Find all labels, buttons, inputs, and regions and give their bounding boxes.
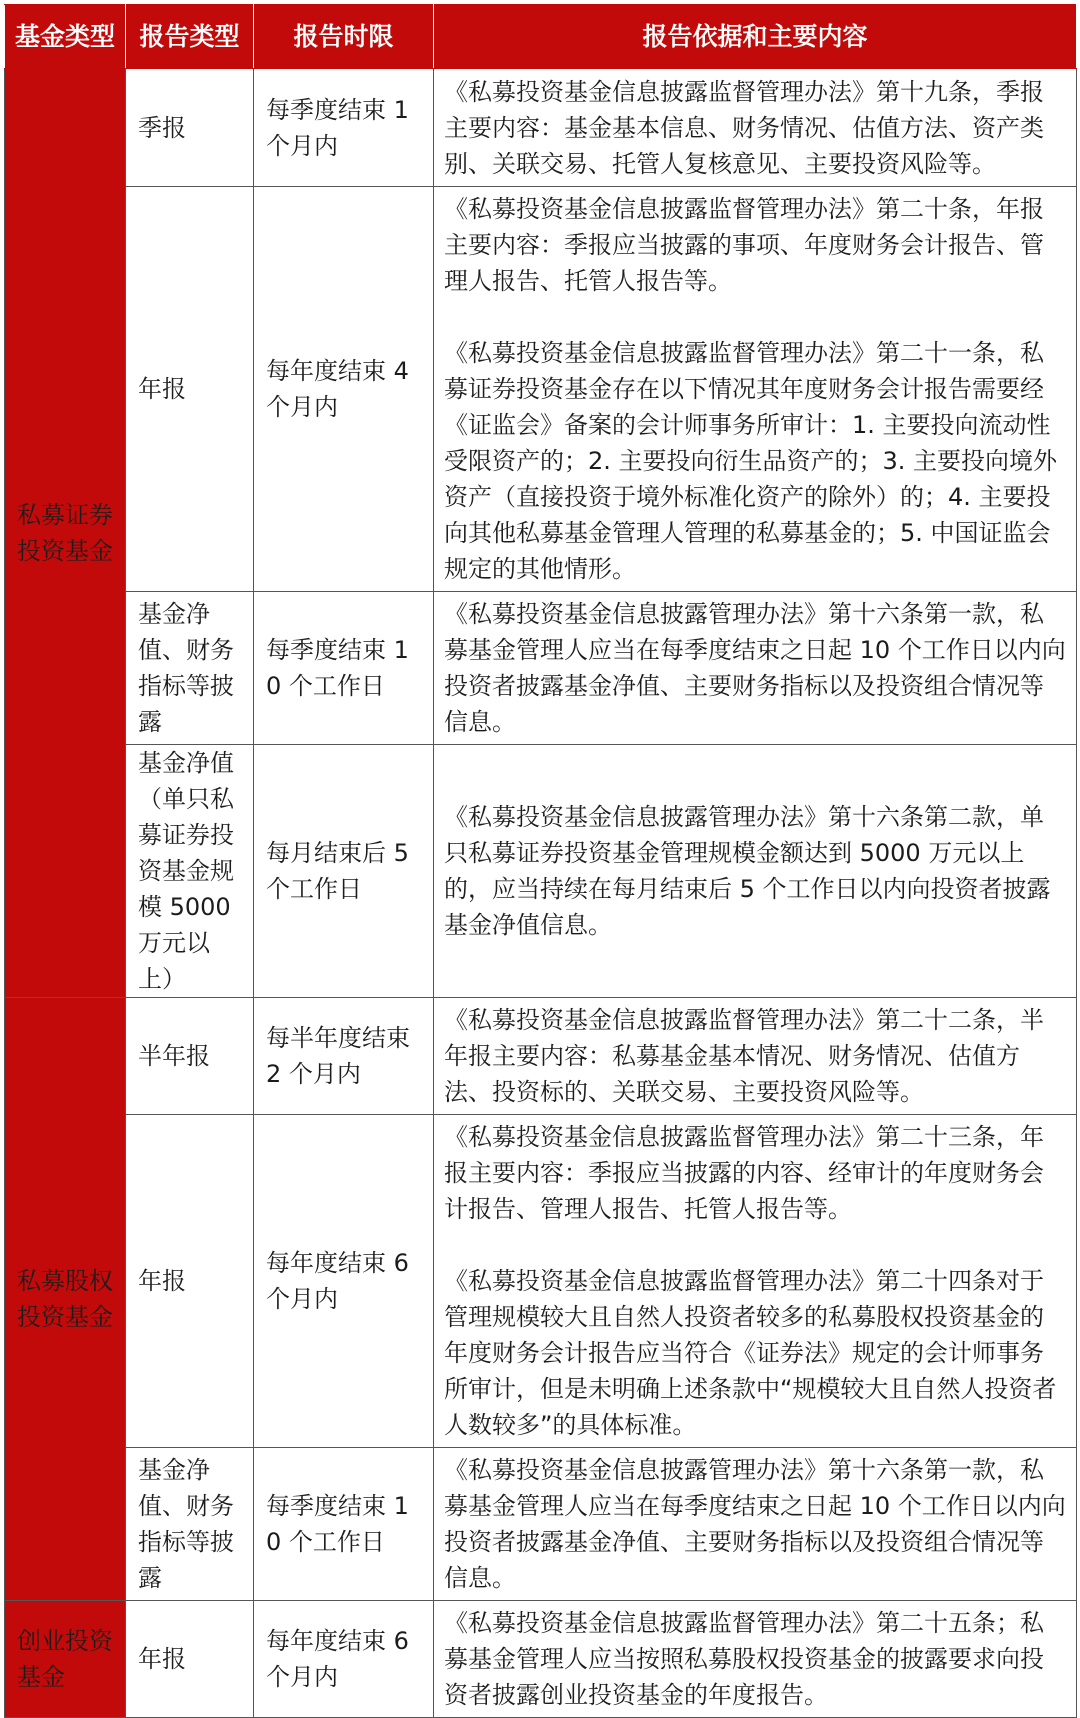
table-row: [5, 998, 1077, 1115]
report-type-cell: 基金净值（单只私募证券投资基金规模 5000 万元以上）: [126, 745, 254, 998]
basis-content-cell: [434, 1448, 1077, 1601]
time-limit-cell: 每季度结束 1 个月内: [254, 69, 434, 187]
basis-paragraph: 《私募投资基金信息披露监督管理办法》第二十三条，年报主要内容：季报应当披露的内容、经审计的年度财务会计报告、管理人报告、托管人报告等。: [444, 1123, 1044, 1223]
basis-content-cell: [434, 1115, 1077, 1448]
table-row: [5, 1115, 1077, 1448]
report-type-cell: 基金净值、财务指标等披露: [126, 1448, 254, 1601]
table-row: [5, 187, 1077, 592]
paragraph-gap: [444, 299, 1066, 335]
basis-paragraph: 《私募投资基金信息披露监督管理办法》第二十四条对于管理规模较大且自然人投资者较多的私募股权投资基金的年度财务会计报告应当符合《证券法》规定的会计师事务所审计，但是未明确上述条款中“规模较大且自然人投资者人数较多”的具体标准。: [444, 1267, 1057, 1439]
basis-content-cell: [434, 69, 1077, 187]
time-limit-cell: 每季度结束 10 个工作日: [254, 1448, 434, 1601]
time-limit-cell: 每半年度结束 2 个月内: [254, 998, 434, 1115]
fund-type-cell: 私募证券投资基金: [5, 69, 126, 998]
basis-paragraph: 《私募投资基金信息披露监督管理办法》第十九条，季报主要内容：基金基本信息、财务情况、估值方法、资产类别、关联交易、托管人复核意见、主要投资风险等。: [444, 77, 1044, 178]
time-limit-cell: 每年度结束 4 个月内: [254, 187, 434, 592]
fund-type-cell: 创业投资基金: [5, 1601, 126, 1718]
basis-content-cell: [434, 592, 1077, 745]
header-fund-type: 基金类型: [5, 5, 126, 69]
paragraph-gap: [444, 1227, 1066, 1263]
basis-content-cell: [434, 1601, 1077, 1718]
basis-paragraph: 《私募投资基金信息披露监督管理办法》第二十条，年报主要内容：季报应当披露的事项、年度财务会计报告、管理人报告、托管人报告等。: [444, 195, 1044, 295]
header-time-limit: 报告时限: [254, 5, 434, 69]
fund-type-cell: 私募股权投资基金: [5, 998, 126, 1601]
time-limit-cell: 每季度结束 10 个工作日: [254, 592, 434, 745]
table-row: [5, 69, 1077, 187]
report-type-cell: 基金净值、财务指标等披露: [126, 592, 254, 745]
basis-paragraph: 《私募投资基金信息披露管理办法》第十六条第二款，单只私募证券投资基金管理规模金额达到 5000 万元以上的，应当持续在每月结束后 5 个工作日以内向投资者披露基金净值信息。: [444, 803, 1051, 939]
table-header-row: [5, 5, 1077, 69]
basis-paragraph: 《私募投资基金信息披露监督管理办法》第二十五条；私募基金管理人应当按照私募股权投资基金的披露要求向投资者披露创业投资基金的年度报告。: [444, 1609, 1044, 1709]
table-row: [5, 1601, 1077, 1718]
time-limit-cell: 每年度结束 6 个月内: [254, 1601, 434, 1718]
basis-paragraph: 《私募投资基金信息披露管理办法》第十六条第一款，私募基金管理人应当在每季度结束之日起 10 个工作日以内向投资者披露基金净值、主要财务指标以及投资组合情况等信息。: [444, 600, 1066, 736]
table-row: [5, 1448, 1077, 1601]
header-basis: 报告依据和主要内容: [434, 5, 1077, 69]
table-row: [5, 592, 1077, 745]
report-type-cell: 年报: [126, 1601, 254, 1718]
report-type-cell: 半年报: [126, 998, 254, 1115]
basis-paragraph: 《私募投资基金信息披露管理办法》第十六条第一款，私募基金管理人应当在每季度结束之日起 10 个工作日以内向投资者披露基金净值、主要财务指标以及投资组合情况等信息。: [444, 1456, 1066, 1592]
basis-content-cell: [434, 998, 1077, 1115]
header-report-type: 报告类型: [126, 5, 254, 69]
report-type-cell: 季报: [126, 69, 254, 187]
basis-paragraph: 《私募投资基金信息披露监督管理办法》第二十二条，半年报主要内容：私募基金基本情况、财务情况、估值方法、投资标的、关联交易、主要投资风险等。: [444, 1006, 1044, 1106]
basis-content-cell: [434, 745, 1077, 998]
report-type-cell: 年报: [126, 187, 254, 592]
table-row: [5, 745, 1077, 998]
time-limit-cell: 每年度结束 6 个月内: [254, 1115, 434, 1448]
disclosure-table: [4, 4, 1077, 1718]
report-type-cell: 年报: [126, 1115, 254, 1448]
time-limit-cell: 每月结束后 5 个工作日: [254, 745, 434, 998]
basis-content-cell: [434, 187, 1077, 592]
basis-paragraph: 《私募投资基金信息披露监督管理办法》第二十一条，私募证券投资基金存在以下情况其年度财务会计报告需要经《证监会》备案的会计师事务所审计：1. 主要投向流动性受限资产的；2. 主要投向衍生品资产的；3. 主要投向境外资产（直接投资于境外标准化资产的除外）的；4. 主要投向其他私募基金管理人管理的私募基金的；5. 中国证监会规定的其他情形。: [444, 339, 1058, 583]
